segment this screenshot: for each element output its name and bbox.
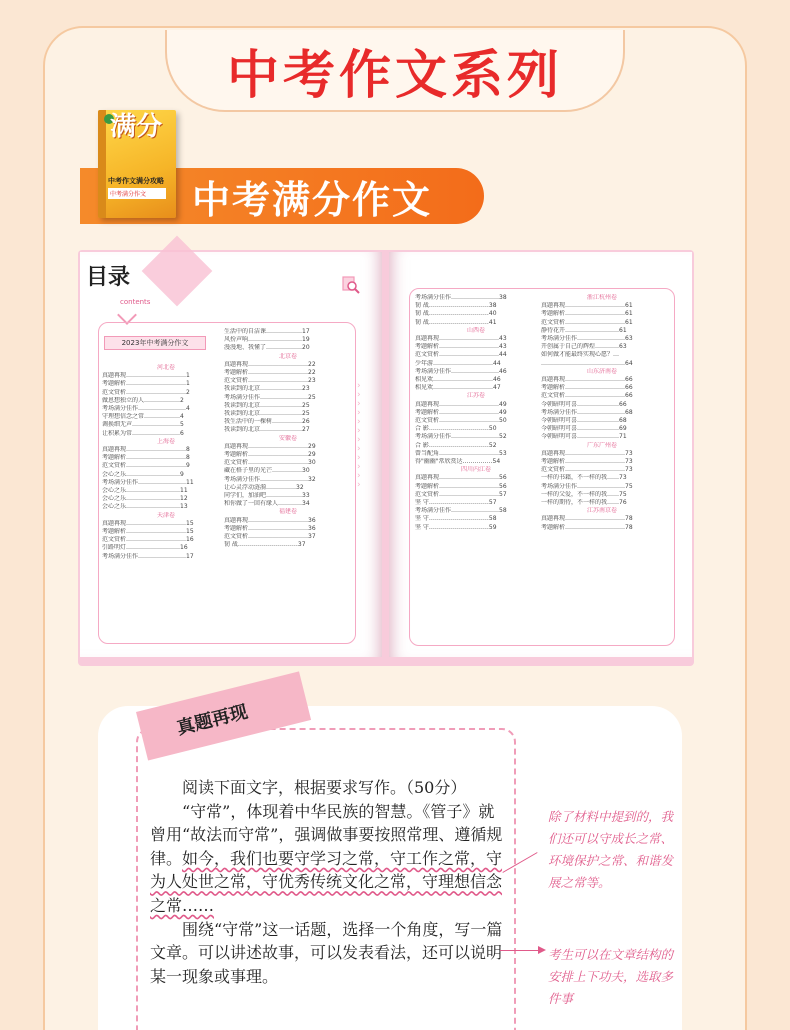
excerpt-instruction: 阅读下面文字，根据要求写作。（50分） bbox=[182, 778, 467, 797]
toc-entry: 考场满分佳作……………………32 bbox=[224, 475, 316, 483]
chevron-column-decoration: › › › › › › › › › › › › bbox=[357, 381, 361, 490]
toc-entry: 考题解析…………………………1 bbox=[102, 380, 190, 388]
toc-left-page bbox=[80, 252, 382, 657]
toc-entry: 考场满分佳作……………………46 bbox=[415, 367, 507, 375]
excerpt-material bbox=[150, 800, 506, 918]
toc-entry: 考场满分佳作……………………38 bbox=[415, 294, 507, 301]
cover-subtitle: 中考满分作文 bbox=[108, 188, 166, 199]
toc-entry: 范文赏析…………………………50 bbox=[415, 417, 507, 425]
toc-entry: 考题解析…………………………43 bbox=[415, 343, 507, 351]
toc-entry: 考场满分佳作……………………58 bbox=[415, 507, 507, 515]
toc-entry: 少年游…………………………44 bbox=[415, 359, 501, 367]
toc-entry: 我读到的北京…………………25 bbox=[224, 401, 310, 409]
toc-entry: 真题再现…………………………15 bbox=[102, 519, 194, 527]
toc-entry: 范文赏析…………………………44 bbox=[415, 351, 507, 359]
toc-entry: 考题解析…………………………36 bbox=[224, 524, 316, 532]
toc-entry: 开创属于自己的辉煌…………63 bbox=[541, 343, 627, 351]
cover-big-text: 满分 bbox=[110, 112, 163, 142]
toc-entry: 真题再现…………………………1 bbox=[102, 372, 190, 380]
toc-entry: 考场满分佳作……………………25 bbox=[224, 393, 316, 401]
toc-entry: 得"幽幽"常欣赏达……………54 bbox=[415, 458, 501, 466]
toc-entry: 相见欢…………………………46 bbox=[415, 376, 501, 384]
toc-entry: 真题再现…………………………8 bbox=[102, 446, 190, 454]
toc-book-spread bbox=[78, 250, 694, 666]
toc-entry: 调换细无声……………………5 bbox=[102, 421, 184, 429]
toc-entry: 一样的期待，不一样的我……76 bbox=[541, 499, 627, 507]
toc-section-heading: 安徽卷 bbox=[278, 434, 297, 442]
toc-entry: 静待花开………………………61 bbox=[541, 326, 627, 334]
toc-entry: 我生活中的一棵树……………26 bbox=[224, 418, 310, 426]
toc-entry: 考题解析…………………………49 bbox=[415, 408, 507, 416]
toc-entry: 韧 战…………………………38 bbox=[415, 302, 497, 310]
toc-entry: 会心之乐………………………13 bbox=[102, 503, 188, 511]
toc-entry: 会心之乐………………………11 bbox=[102, 487, 188, 495]
toc-entry: 范文赏析…………………………9 bbox=[102, 462, 190, 470]
toc-entry: 会心之乐………………………12 bbox=[102, 495, 188, 503]
toc-entry: 做恩想独立的人………………2 bbox=[102, 396, 184, 404]
magnifier-icon bbox=[342, 276, 360, 294]
toc-column-4 bbox=[541, 294, 663, 532]
toc-section-heading: 江苏南京卷 bbox=[586, 507, 617, 515]
toc-entry: 范文赏析…………………………2 bbox=[102, 388, 190, 396]
book-spine bbox=[98, 110, 106, 218]
toc-entry: 如何做才能最终实现心愿？… bbox=[541, 351, 620, 359]
toc-entry: 考场满分佳作……………………52 bbox=[415, 433, 507, 441]
toc-entry: 风扮声响………………………19 bbox=[224, 336, 310, 344]
toc-entry: 藏在格子里的光芒……………30 bbox=[224, 467, 310, 475]
toc-entry: 真题再现…………………………22 bbox=[224, 360, 316, 368]
toc-entry: 坚 守…………………………59 bbox=[415, 523, 497, 531]
toc-entry: 让心灵浮动涟漪……………32 bbox=[224, 483, 304, 491]
toc-entry: 考题解析…………………………78 bbox=[541, 523, 633, 531]
toc-entry: 一样的父爱，不一样的我……75 bbox=[541, 490, 627, 498]
toc-entry: 考场满分佳作……………………68 bbox=[541, 408, 633, 416]
book-cover-image bbox=[98, 110, 176, 218]
toc-entry: 真题再现…………………………61 bbox=[541, 302, 633, 310]
toc-entry: 考场满分佳作……………………75 bbox=[541, 482, 633, 490]
arrow-head-icon bbox=[538, 946, 546, 954]
toc-entry: 合 影…………………………50 bbox=[415, 425, 497, 433]
toc-entry: 真题再现…………………………36 bbox=[224, 516, 316, 524]
toc-entry: 今朝暗明可喜…………………66 bbox=[541, 400, 627, 408]
toc-year-label: 2023年中考满分作文 bbox=[104, 336, 206, 350]
toc-entry: 真题再现…………………………78 bbox=[541, 515, 633, 523]
toc-entry: 韧 战…………………………41 bbox=[415, 318, 497, 326]
section-label: 真题再现 bbox=[174, 701, 250, 740]
toc-entry: 韧 战…………………………37 bbox=[224, 541, 306, 549]
toc-entry: 漫漫地、我懂了………………20 bbox=[224, 344, 310, 352]
toc-entry: 考题解析…………………………29 bbox=[224, 451, 316, 459]
toc-entry: 考题解析…………………………61 bbox=[541, 310, 633, 318]
toc-entry: 会心之乐………………………9 bbox=[102, 470, 184, 478]
toc-section-heading: 广东广州卷 bbox=[586, 441, 617, 449]
toc-entry: 范文赏析…………………………66 bbox=[541, 392, 633, 400]
toc-entry: 真题再现…………………………56 bbox=[415, 474, 507, 482]
toc-heading: 目录 bbox=[86, 265, 131, 290]
toc-entry: 我读到的北京…………………23 bbox=[224, 385, 310, 393]
toc-entry: 范文赏析…………………………73 bbox=[541, 466, 633, 474]
annotation-line-2 bbox=[500, 950, 540, 951]
toc-entry: 考题解析…………………………73 bbox=[541, 458, 633, 466]
excerpt-material-b: 如今，我们也要守学习之常，守工作之常，守为人处世之常，守优秀传统文化之常，守理想信念之常…… bbox=[150, 848, 503, 915]
toc-entry: 今朝暗明可喜…………………68 bbox=[541, 417, 627, 425]
toc-entry: 范文赏析…………………………16 bbox=[102, 536, 194, 544]
toc-entry: 考场满分佳作……………………63 bbox=[541, 335, 633, 343]
toc-entry: 范文赏析…………………………23 bbox=[224, 377, 316, 385]
toc-entry: 考题解析…………………………8 bbox=[102, 454, 190, 462]
toc-section-heading: 山东济南卷 bbox=[586, 367, 617, 375]
toc-section-heading: 上海卷 bbox=[156, 437, 175, 445]
toc-section-heading: 北京卷 bbox=[278, 352, 297, 360]
toc-entry: 生活中的自洁课………………17 bbox=[224, 328, 310, 335]
toc-entry: 真题再现…………………………43 bbox=[415, 335, 507, 343]
toc-entry: 考场满分佳作……………………11 bbox=[102, 478, 194, 486]
toc-entry: 范文赏析…………………………61 bbox=[541, 318, 633, 326]
annotation-note-1: 除了材料中提到的，我们还可以守成长之常、环境保护之常、和谐发展之常等。 bbox=[548, 809, 674, 890]
book-title: 中考满分作文 bbox=[192, 177, 433, 222]
toc-entry: 范文赏析…………………………37 bbox=[224, 533, 316, 541]
toc-entry: 范文赏析…………………………57 bbox=[415, 490, 507, 498]
toc-entry: 我读到的北京…………………25 bbox=[224, 410, 310, 418]
toc-entry: 同学们，加油吧………………33 bbox=[224, 492, 310, 500]
series-title: 中考作文系列 bbox=[226, 45, 563, 106]
toc-section-heading: 天津卷 bbox=[156, 511, 175, 519]
cover-title: 中考作文满分攻略 bbox=[108, 177, 164, 185]
toc-section-heading: 福建卷 bbox=[278, 508, 297, 516]
toc-entry: 相见欢…………………………47 bbox=[415, 384, 501, 392]
toc-entry: 让积累为常……………………6 bbox=[102, 429, 184, 437]
toc-entry: 真题再现…………………………49 bbox=[415, 400, 507, 408]
toc-entry: ……………………………………64 bbox=[541, 359, 633, 367]
toc-entry: 守理想信念之常………………4 bbox=[102, 413, 184, 421]
toc-entry: 曾当配角…………………………53 bbox=[415, 449, 507, 457]
toc-entry: 考题解析…………………………66 bbox=[541, 384, 633, 392]
series-title-tab bbox=[165, 30, 625, 112]
excerpt-task: 围绕“守常”这一话题，选择一个角度，写一篇文章。可以讲述故事，可以发表看法，还可以说明某一现象或事理。 bbox=[150, 919, 503, 986]
toc-entry: 坚 守…………………………57 bbox=[415, 499, 497, 507]
annotation-note-2: 考生可以在文章结构的安排上下功夫，选取多件事 bbox=[548, 947, 674, 1006]
toc-section-heading: 山西卷 bbox=[466, 326, 485, 334]
toc-heading-en: contents bbox=[120, 298, 151, 306]
toc-entry: 考场满分佳作……………………4 bbox=[102, 405, 190, 413]
toc-column-1 bbox=[102, 364, 230, 561]
excerpt-paragraph-1 bbox=[150, 776, 506, 988]
toc-entry: 考场满分佳作……………………17 bbox=[102, 552, 194, 560]
toc-section-heading: 河北卷 bbox=[156, 364, 175, 371]
toc-entry: 我读到的北京…………………27 bbox=[224, 426, 310, 434]
toc-section-heading: 四川内江卷 bbox=[460, 466, 491, 474]
toc-entry: 真题再现…………………………29 bbox=[224, 442, 316, 450]
toc-entry: 和你做了一回有缘人…………34 bbox=[224, 500, 310, 508]
toc-section-heading: 江苏卷 bbox=[466, 392, 485, 400]
toc-entry: 考题解析…………………………15 bbox=[102, 528, 194, 536]
toc-entry: 真题再现…………………………66 bbox=[541, 376, 633, 384]
toc-entry: 合 影…………………………52 bbox=[415, 441, 497, 449]
toc-entry: 一样的书籍，不一样的我……73 bbox=[541, 474, 627, 482]
toc-entry: 引路明灯………………………16 bbox=[102, 544, 188, 552]
toc-column-3 bbox=[415, 294, 537, 532]
toc-entry: 范文赏析…………………………30 bbox=[224, 459, 316, 467]
toc-section-heading: 浙江杭州卷 bbox=[586, 294, 617, 301]
toc-entry: 考题解析…………………………56 bbox=[415, 482, 507, 490]
toc-column-2 bbox=[224, 328, 352, 549]
toc-right-page bbox=[389, 252, 692, 657]
excerpt-material-a: “守常”，体现着中华民族的智慧。《管子》就曾用“故法而守常”，强调做事要按照常理、遵循规律。 bbox=[150, 801, 503, 868]
toc-entry: 真题再现…………………………73 bbox=[541, 449, 633, 457]
toc-entry: 考题解析…………………………22 bbox=[224, 369, 316, 377]
toc-entry: 今朝暗明可喜…………………71 bbox=[541, 433, 627, 441]
toc-entry: 坚 守…………………………58 bbox=[415, 515, 497, 523]
toc-entry: 韧 战…………………………40 bbox=[415, 310, 497, 318]
toc-entry: 今朝暗明可喜…………………69 bbox=[541, 425, 627, 433]
